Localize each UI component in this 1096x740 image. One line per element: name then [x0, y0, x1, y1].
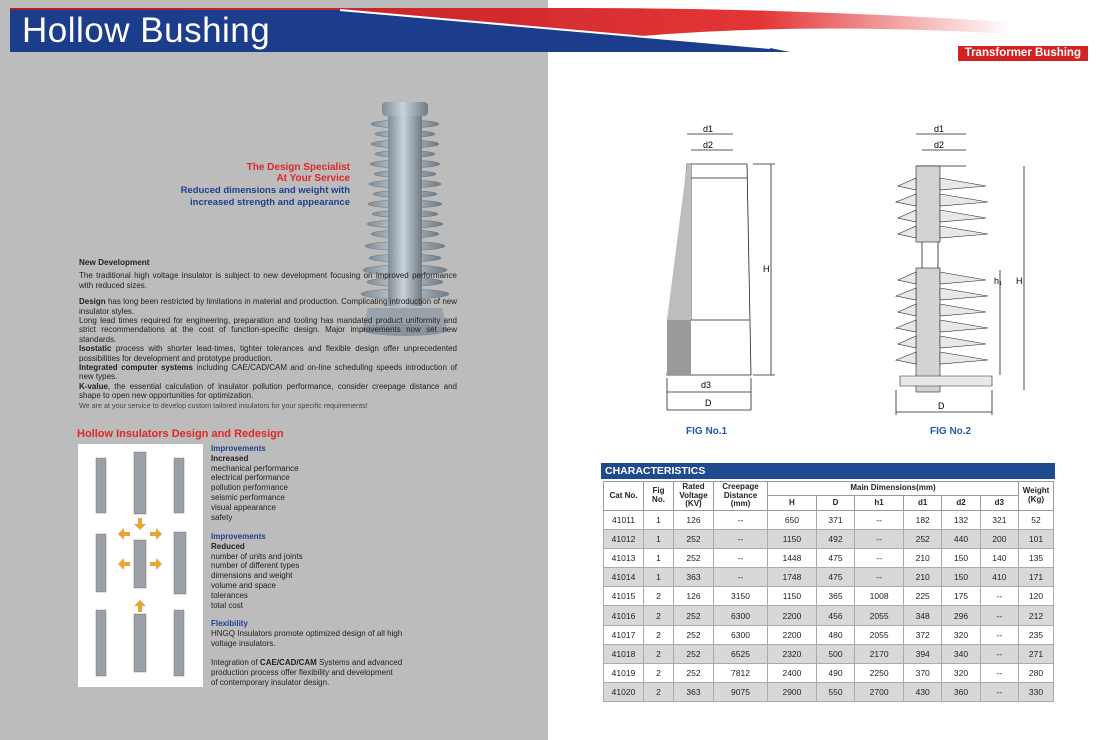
col-d1: d1 [904, 496, 942, 510]
table-cell: 371 [816, 510, 854, 529]
table-row [604, 625, 1054, 644]
table-row [604, 510, 1054, 529]
table-cell: 550 [816, 683, 854, 702]
table-cell: 150 [942, 548, 980, 567]
table-row [604, 644, 1054, 663]
list-item: volume and space [211, 580, 276, 590]
table-cell: 2900 [768, 683, 817, 702]
dim-d1-fig2: d1 [934, 124, 945, 134]
table-cell: 440 [942, 529, 980, 548]
table-cell: 2400 [768, 664, 817, 683]
table-cell: 41019 [604, 664, 644, 683]
table-cell: 41015 [604, 587, 644, 606]
table-cell: 120 [1019, 587, 1054, 606]
table-cell: 135 [1019, 548, 1054, 567]
improvements-reduced [211, 532, 303, 610]
dim-d2-fig2: d2 [934, 140, 945, 150]
list-item: mechanical performance [211, 463, 299, 473]
fig1-diagram [655, 120, 795, 415]
table-cell: 2 [644, 625, 674, 644]
table-cell: -- [714, 548, 768, 567]
table-cell: 2700 [855, 683, 904, 702]
table-cell: 370 [904, 664, 942, 683]
isostatic-text: process with shorter lead-times, tighter tolerances and flexible design offer unprecedented possibilities for development and prototype production. [79, 344, 457, 363]
table-cell: 252 [674, 644, 714, 663]
dim-h-fig2: H [1016, 276, 1023, 286]
col-creepage: Creepage Distance (mm) [714, 482, 768, 511]
table-cell: 175 [942, 587, 980, 606]
page-title: Hollow Bushing [22, 11, 271, 50]
table-cell: 2 [644, 664, 674, 683]
table-cell: 41014 [604, 568, 644, 587]
table-cell: 650 [768, 510, 817, 529]
flexibility-line [211, 658, 402, 668]
table-cell: 6300 [714, 625, 768, 644]
improvements-increased [211, 444, 299, 522]
table-cell: 252 [904, 529, 942, 548]
list-item: tolerances [211, 590, 248, 600]
list-item: total cost [211, 600, 244, 610]
table-cell: 2055 [855, 606, 904, 625]
computer-term: Integrated computer systems [79, 363, 193, 373]
table-cell: 348 [904, 606, 942, 625]
isostatic-term: Isostatic [79, 344, 112, 354]
table-cell: 140 [980, 548, 1018, 567]
table-cell: 41017 [604, 625, 644, 644]
col-d3: d3 [980, 496, 1018, 510]
table-cell: 2200 [768, 625, 817, 644]
development-body [79, 297, 457, 410]
table-cell: -- [714, 568, 768, 587]
table-cell: -- [980, 664, 1018, 683]
table-cell: 1008 [855, 587, 904, 606]
table-cell: -- [855, 529, 904, 548]
table-cell: 372 [904, 625, 942, 644]
dim-d2: d2 [703, 140, 714, 150]
table-cell: 9075 [714, 683, 768, 702]
table-cell: 101 [1019, 529, 1054, 548]
kvalue-text: , the essential calculation of insulator pollution performance, consider creepage distance and shape to open new opportunities for optimization. [79, 381, 457, 401]
table-cell: 126 [674, 587, 714, 606]
table-cell: 171 [1019, 568, 1054, 587]
list-item: pollution performance [211, 483, 288, 493]
table-cell: 500 [816, 644, 854, 663]
table-cell: 492 [816, 529, 854, 548]
table-cell: 1 [644, 548, 674, 567]
reduced-label: Reduced [211, 541, 245, 551]
new-development-section [79, 258, 457, 417]
table-cell: 2320 [768, 644, 817, 663]
table-row [604, 568, 1054, 587]
table-cell: 2250 [855, 664, 904, 683]
table-cell: 475 [816, 568, 854, 587]
flex-text: Integration of [211, 658, 260, 668]
tagline-line4: increased strength and appearance [190, 196, 350, 208]
design-term: Design [79, 297, 106, 307]
col-h: H [768, 496, 817, 510]
table-cell: 252 [674, 664, 714, 683]
table-cell: 41012 [604, 529, 644, 548]
flexibility-line: of contemporary insulator design. [211, 677, 330, 687]
table-cell: 41020 [604, 683, 644, 702]
table-cell: 490 [816, 664, 854, 683]
fig1-label: FIG No.1 [686, 426, 728, 437]
table-row [604, 548, 1054, 567]
table-cell: 480 [816, 625, 854, 644]
table-cell: 365 [816, 587, 854, 606]
flex-term: CAE/CAD/CAM [259, 658, 317, 668]
table-cell: 252 [674, 529, 714, 548]
table-cell: 271 [1019, 644, 1054, 663]
table-cell: 252 [674, 548, 714, 567]
table-cell: 6300 [714, 606, 768, 625]
flexibility-line: voltage insulators. [211, 638, 276, 648]
fig2-label: FIG No.2 [930, 426, 972, 437]
table-cell: 41013 [604, 548, 644, 567]
development-heading: New Development [79, 258, 150, 267]
flexibility-line: HNGQ Insulators promote optimized design of all high [211, 628, 403, 638]
flexibility-line: production process offer flexibility and development [211, 668, 393, 678]
dim-h: H [763, 264, 770, 274]
table-cell: 363 [674, 683, 714, 702]
table-cell: -- [980, 587, 1018, 606]
table-cell: -- [855, 548, 904, 567]
dim-h1: h₁ [994, 276, 1003, 286]
table-cell: 320 [942, 664, 980, 683]
table-cell: 212 [1019, 606, 1054, 625]
table-cell: 1 [644, 529, 674, 548]
table-cell: 7812 [714, 664, 768, 683]
table-cell: 1448 [768, 548, 817, 567]
table-cell: 6525 [714, 644, 768, 663]
col-rated: Rated Voltage (KV) [674, 482, 714, 511]
table-cell: 330 [1019, 683, 1054, 702]
table-cell: 1150 [768, 587, 817, 606]
hollow-insulators-title: Hollow Insulators Design and Redesign [77, 428, 284, 440]
col-fig: Fig No. [644, 482, 674, 511]
table-cell: -- [855, 568, 904, 587]
tagline-blue [150, 185, 350, 208]
table-cell: 363 [674, 568, 714, 587]
table-row [604, 587, 1054, 606]
table-cell: 2200 [768, 606, 817, 625]
table-cell: 296 [942, 606, 980, 625]
list-item: safety [211, 512, 233, 522]
table-cell: 126 [674, 510, 714, 529]
table-cell: 280 [1019, 664, 1054, 683]
table-row [604, 606, 1054, 625]
tagline-line2: At Your Service [276, 173, 350, 184]
characteristics-table [603, 481, 1054, 702]
list-item: number of different types [211, 561, 300, 571]
characteristics-title: CHARACTERISTICS [601, 463, 1055, 479]
table-cell: -- [980, 606, 1018, 625]
design-text: has long been restricted by limitations in material and production. Complicating introduction of new insulator styles. [79, 297, 457, 316]
table-cell: 41011 [604, 510, 644, 529]
table-cell: 2 [644, 683, 674, 702]
table-cell: -- [980, 625, 1018, 644]
insulator-diagrams [78, 444, 203, 687]
col-main-dimensions: Main Dimensions(mm) [768, 482, 1019, 496]
table-cell: 235 [1019, 625, 1054, 644]
table-cell: 320 [942, 625, 980, 644]
table-cell: -- [980, 683, 1018, 702]
table-cell: 2 [644, 606, 674, 625]
table-row [604, 664, 1054, 683]
improvements-heading-1: Improvements [211, 444, 266, 453]
header-banner [10, 8, 1086, 60]
table-cell: 410 [980, 568, 1018, 587]
table-cell: 456 [816, 606, 854, 625]
service-text: We are at your service to develop custom tailored insulators for your specific requirements! [79, 400, 368, 410]
col-cat: Cat No. [604, 482, 644, 511]
table-cell: 182 [904, 510, 942, 529]
flexibility-section [211, 619, 402, 688]
list-item: dimensions and weight [211, 571, 293, 581]
section-label: Transformer Bushing [958, 46, 1088, 61]
table-cell: 210 [904, 568, 942, 587]
table-cell: 150 [942, 568, 980, 587]
table-cell: 2 [644, 587, 674, 606]
table-cell: -- [714, 529, 768, 548]
list-item: number of units and joints [211, 551, 303, 561]
fig2-diagram [890, 120, 1035, 415]
improvements-heading-2: Improvements [211, 532, 266, 541]
list-item: electrical performance [211, 473, 290, 483]
tagline-red [150, 162, 350, 184]
table-cell: -- [714, 510, 768, 529]
list-item: seismic performance [211, 492, 285, 502]
table-cell: 3150 [714, 587, 768, 606]
col-d2: d2 [942, 496, 980, 510]
table-cell: -- [855, 510, 904, 529]
table-row [604, 683, 1054, 702]
table-cell: 2 [644, 644, 674, 663]
dim-d: D [705, 398, 712, 408]
table-cell: 252 [674, 606, 714, 625]
col-h1: h1 [855, 496, 904, 510]
table-cell: 41016 [604, 606, 644, 625]
dim-d3: d3 [701, 380, 712, 390]
table-cell: 1 [644, 510, 674, 529]
increased-label: Increased [211, 453, 249, 463]
col-d: D [816, 496, 854, 510]
table-cell: 360 [942, 683, 980, 702]
table-cell: 2170 [855, 644, 904, 663]
table-body [604, 510, 1054, 702]
dim-d1: d1 [703, 124, 714, 134]
computer-text: including CAE/CAD/CAM and on-line scheduling speeds introduction of new types. [79, 363, 457, 382]
table-cell: -- [980, 644, 1018, 663]
table-cell: 1150 [768, 529, 817, 548]
development-intro: The traditional high voltage insulator is subject to new development focusing on improved performance with reduced sizes. [79, 271, 457, 290]
table-cell: 475 [816, 548, 854, 567]
tagline-line1: The Design Specialist [246, 162, 350, 173]
flex-text: Systems and advanced [316, 658, 403, 668]
table-cell: 132 [942, 510, 980, 529]
table-cell: 1748 [768, 568, 817, 587]
table-cell: 200 [980, 529, 1018, 548]
col-weight: Weight (Kg) [1019, 482, 1054, 511]
table-cell: 430 [904, 683, 942, 702]
table-cell: 2055 [855, 625, 904, 644]
table-cell: 41018 [604, 644, 644, 663]
list-item: visual appearance [211, 502, 276, 512]
tagline-line3: Reduced dimensions and weight with [180, 185, 350, 196]
lead-text: Long lead times required for engineering, preparation and tooling has mandated product uniformity and strict recommendations at the cost of function-specific design. Major improvements now set new standards. [79, 316, 457, 344]
table-cell: 52 [1019, 510, 1054, 529]
table-cell: 210 [904, 548, 942, 567]
table-cell: 252 [674, 625, 714, 644]
kvalue-term: K-value [79, 381, 108, 391]
flexibility-heading: Flexibility [211, 619, 248, 628]
table-row [604, 529, 1054, 548]
table-cell: 321 [980, 510, 1018, 529]
table-cell: 340 [942, 644, 980, 663]
dim-d-fig2: D [938, 401, 945, 411]
table-cell: 394 [904, 644, 942, 663]
table-cell: 1 [644, 568, 674, 587]
table-cell: 225 [904, 587, 942, 606]
